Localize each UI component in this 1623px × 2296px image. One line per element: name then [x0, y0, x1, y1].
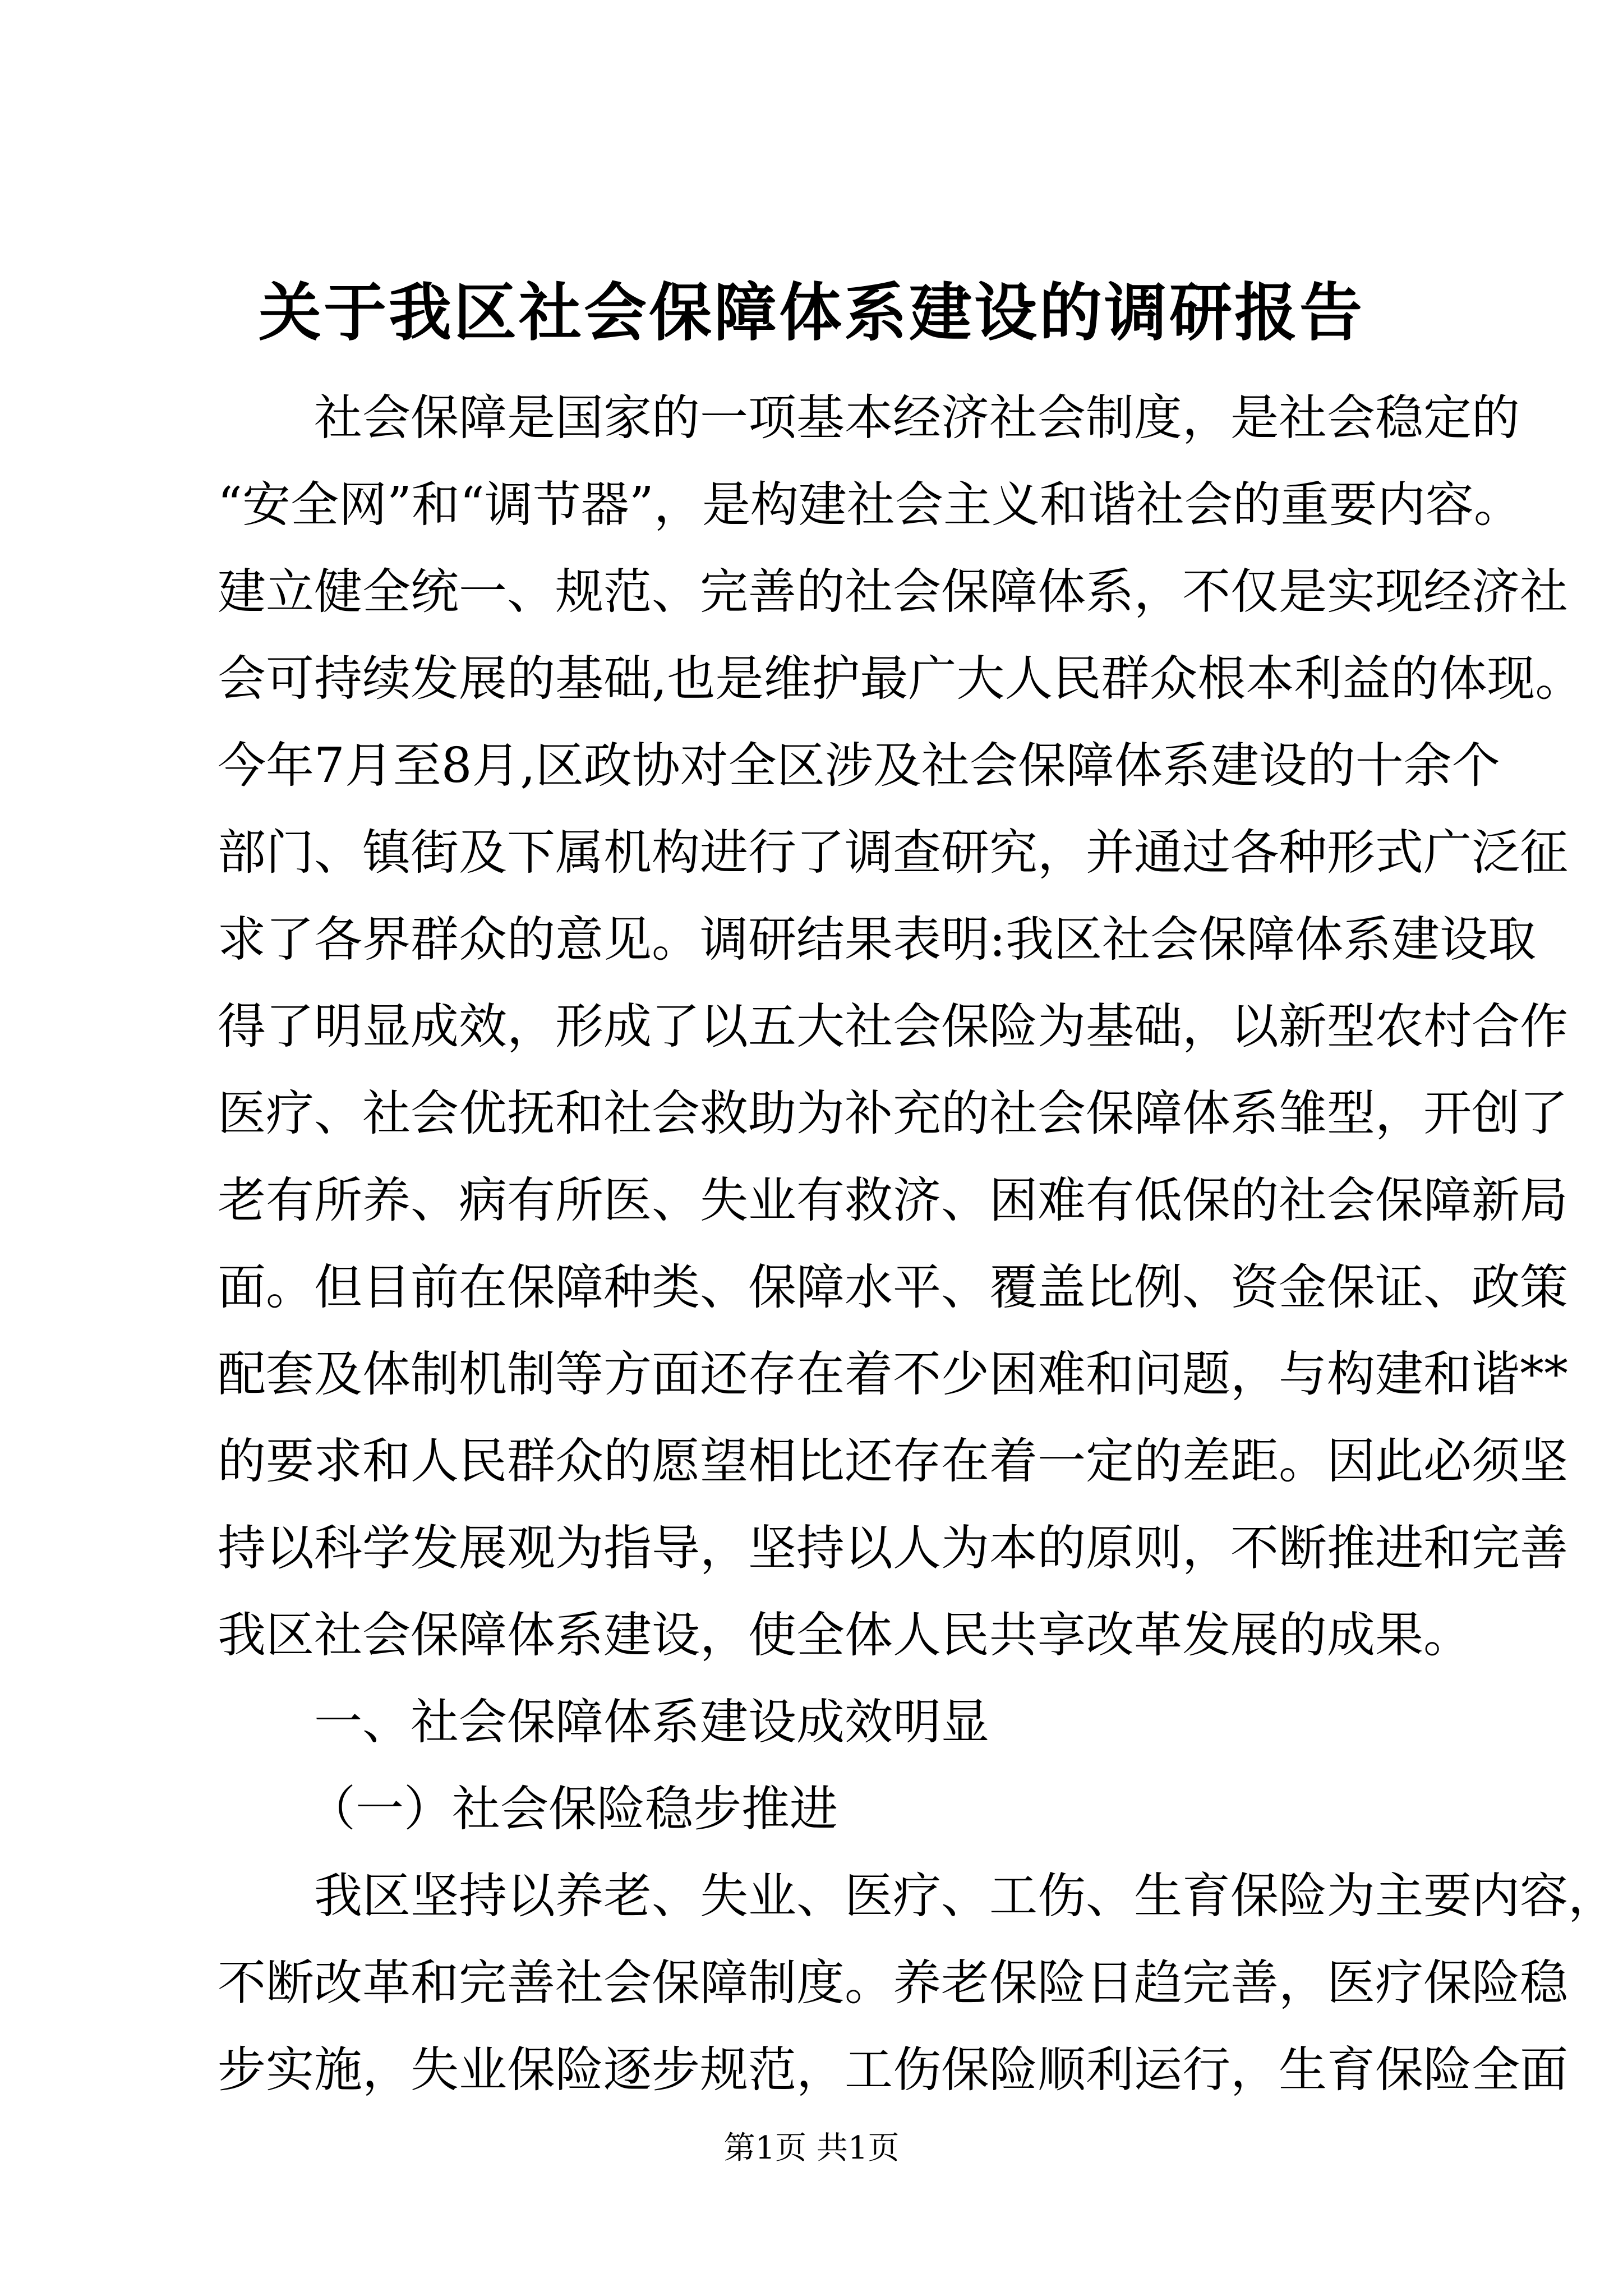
paragraph-line: 不断改革和完善社会保障制度。养老保险日趋完善，医疗保险稳 — [218, 1955, 1568, 2011]
paragraph-line: 我区社会保障体系建设，使全体人民共享改革发展的成果。 — [218, 1607, 1472, 1663]
document-title: 关于我区社会保障体系建设的调研报告 — [259, 276, 1364, 349]
paragraph-line: 我区坚持以养老、失业、医疗、工伤、生育保险为主要内容， — [314, 1868, 1616, 1924]
paragraph-line: 面。但目前在保障种类、保障水平、覆盖比例、资金保证、政策 — [218, 1259, 1568, 1315]
paragraph-line: 今年7月至8月,区政协对全区涉及社会保障体系建设的十余个 — [218, 738, 1500, 794]
paragraph-line: 步实施，失业保险逐步规范，工伤保险顺利运行，生育保险全面 — [218, 2042, 1568, 2098]
paragraph-line: 的要求和人民群众的愿望相比还存在着一定的差距。因此必须坚 — [218, 1433, 1568, 1489]
paragraph-line: 配套及体制机制等方面还存在着不少困难和问题，与构建和谐** — [218, 1346, 1568, 1402]
document-body — [218, 375, 1616, 2114]
section-heading: 一、社会保障体系建设成效明显 — [314, 1694, 989, 1750]
paragraph-line: 会可持续发展的基础,也是维护最广大人民群众根本利益的体现。 — [218, 651, 1584, 707]
paragraph-line: 求了各界群众的意见。调研结果表明:我区社会保障体系建设取 — [218, 912, 1536, 968]
paragraph-line: 持以科学发展观为指导，坚持以人为本的原则，不断推进和完善 — [218, 1520, 1568, 1576]
paragraph-line: 建立健全统一、规范、完善的社会保障体系，不仅是实现经济社 — [218, 564, 1568, 620]
paragraph-line: “安全网”和“调节器”，是构建社会主义和谐社会的重要内容。 — [218, 477, 1522, 533]
paragraph-line: 医疗、社会优抚和社会救助为补充的社会保障体系雏型，开创了 — [218, 1085, 1568, 1142]
paragraph-line: 得了明显成效，形成了以五大社会保险为基础，以新型农村合作 — [218, 999, 1568, 1055]
paragraph-line: 社会保障是国家的一项基本经济社会制度，是社会稳定的 — [314, 390, 1520, 446]
page-footer: 第1页 共1页 — [723, 2130, 900, 2166]
paragraph-line: 老有所养、病有所医、失业有救济、困难有低保的社会保障新局 — [218, 1172, 1568, 1228]
subsection-heading: （一）社会保险稳步推进 — [307, 1781, 838, 1837]
paragraph-line: 部门、镇街及下属机构进行了调查研究，并通过各种形式广泛征 — [218, 825, 1568, 881]
